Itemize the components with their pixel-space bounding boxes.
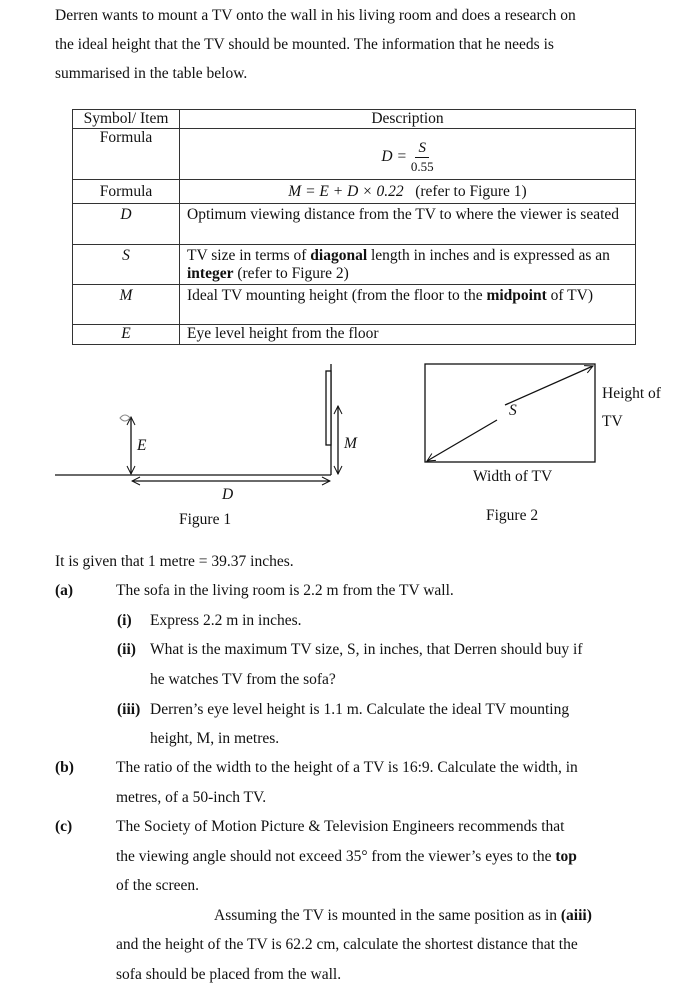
- numerator: S: [415, 139, 429, 158]
- question-label: (c): [55, 818, 73, 835]
- header-symbol: Symbol/ Item: [73, 110, 180, 129]
- figure-1-caption: Figure 1: [179, 511, 232, 528]
- formula-lhs: D =: [381, 147, 407, 165]
- label-m: M: [344, 435, 357, 452]
- question-text: the viewing angle should not exceed 35° from the viewer’s eyes to the top: [116, 848, 577, 865]
- figure-2-caption: Figure 2: [486, 507, 539, 524]
- label-s: S: [509, 402, 517, 419]
- label-d: D: [222, 486, 234, 503]
- label-width: Width of TV: [473, 468, 553, 485]
- diagonal-upper: [505, 366, 593, 405]
- formula-label: Formula: [73, 180, 180, 204]
- subquestion-text: What is the maximum TV size, S, in inches, that Derren should buy if: [150, 641, 583, 658]
- question-text: and the height of the TV is 62.2 cm, calculate the shortest distance that the: [116, 936, 578, 953]
- label-height: Height of: [602, 385, 661, 402]
- subquestion-label: (i): [117, 612, 132, 629]
- intro-line: the ideal height that the TV should be mounted. The information that he needs is: [55, 36, 554, 53]
- symbol: M: [119, 287, 133, 304]
- formula-ref: (refer to Figure 1): [415, 182, 527, 200]
- diagonal-lower: [427, 420, 497, 461]
- question-label: (b): [55, 759, 74, 776]
- description: TV size in terms of diagonal length in inches and is expressed as an integer (refer to Figure 2): [180, 245, 636, 285]
- figure-1-diagram: [55, 364, 338, 481]
- question-text: The ratio of the width to the height of a TV is 16:9. Calculate the width, in: [116, 759, 578, 776]
- subquestion-text: he watches TV from the sofa?: [150, 671, 336, 688]
- question-text: The Society of Motion Picture & Television Engineers recommends that: [116, 818, 565, 835]
- eye-icon: [120, 415, 130, 421]
- question-text: of the screen.: [116, 877, 200, 894]
- denominator: 0.55: [410, 158, 434, 174]
- symbol: E: [121, 325, 131, 342]
- formula-expr: M = E + D × 0.22: [288, 182, 404, 200]
- question-text: metres, of a 50-inch TV.: [116, 789, 267, 806]
- subquestion-text: Express 2.2 m in inches.: [150, 612, 302, 629]
- intro-line: summarised in the table below.: [55, 65, 248, 82]
- header-description: Description: [180, 110, 636, 129]
- symbol: S: [122, 247, 130, 264]
- question-text: Assuming the TV is mounted in the same position as in (aiii): [214, 907, 592, 924]
- description: Eye level height from the floor: [180, 325, 636, 345]
- question-label: (a): [55, 582, 74, 599]
- description: Optimum viewing distance from the TV to where the viewer is seated: [180, 204, 636, 245]
- question-text: The sofa in the living room is 2.2 m from the TV wall.: [116, 582, 454, 599]
- formula-label: Formula: [73, 129, 180, 180]
- intro-line: Derren wants to mount a TV onto the wall in his living room and does a research on: [55, 7, 576, 24]
- subquestion-text: Derren’s eye level height is 1.1 m. Calculate the ideal TV mounting: [150, 701, 570, 718]
- subquestion-label: (ii): [117, 641, 136, 658]
- given-text: It is given that 1 metre = 39.37 inches.: [55, 553, 294, 570]
- subquestion-text: height, M, in metres.: [150, 730, 280, 747]
- subquestion-label: (iii): [117, 701, 141, 718]
- tv-rect: [326, 371, 331, 445]
- label-e: E: [137, 437, 147, 454]
- symbol: D: [120, 206, 132, 223]
- label-height-tv: TV: [602, 413, 623, 430]
- question-text: sofa should be placed from the wall.: [116, 966, 342, 983]
- description: Ideal TV mounting height (from the floor to the midpoint of TV): [180, 285, 636, 325]
